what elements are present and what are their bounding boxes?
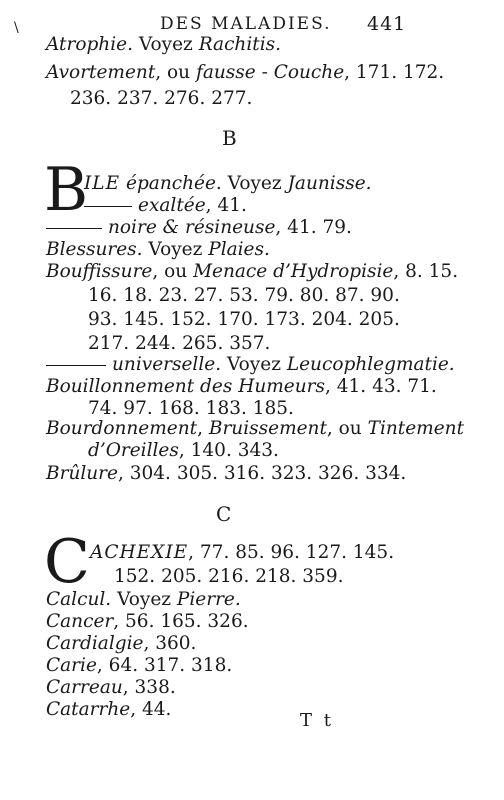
entry-term: Carie (46, 655, 97, 676)
entry-term: Avortement (46, 62, 156, 83)
entry-blessures (46, 239, 270, 261)
entry-term: Bouillonnement des Humeurs (46, 376, 325, 397)
entry-carie (46, 655, 232, 677)
entry-oreilles (88, 440, 279, 462)
entry-term: Bouffissure (46, 261, 153, 282)
entry-bouffissure-cont-3: 217. 244. 265. 357. (88, 333, 271, 354)
entry-term: Carreau (46, 677, 123, 698)
entry-text: épanchée. (126, 173, 222, 194)
entry-ref: Voyez (142, 239, 209, 260)
entry-pages: , 140. 343. (178, 440, 279, 461)
entry-cardialgie (46, 633, 196, 655)
entry-term: Cancer (46, 611, 114, 632)
signature-mark: T t (300, 710, 334, 731)
entry-pages: , 8. 15. (393, 261, 459, 282)
entry-term: ILE (84, 173, 121, 194)
entry-bile-noire (46, 217, 352, 239)
entry-bouillonnement (46, 376, 437, 398)
entry-term: Bourdonnement (46, 418, 198, 439)
dropcap-c: C (44, 527, 90, 597)
entry-term: Calcul. (46, 589, 112, 610)
margin-mark: \ (14, 20, 19, 36)
entry-bouffissure-cont-2: 93. 145. 152. 170. 173. 204. 205. (88, 309, 400, 330)
dropcap-b: B (44, 155, 89, 225)
entry-avortement (46, 62, 444, 84)
ditto-dash (84, 206, 132, 207)
section-letter-b: B (222, 126, 237, 150)
entry-term: Brûlure (46, 463, 118, 484)
entry-bile (84, 173, 372, 195)
entry-target: Rachitis. (198, 34, 281, 55)
entry-bile-exaltee (84, 195, 247, 217)
entry-pages: , 304. 305. 316. 323. 326. 334. (117, 463, 407, 484)
entry-term: ACHEXIE (90, 542, 189, 563)
entry-pages: , 44. (130, 699, 172, 720)
entry-text: fausse - Couche (195, 62, 345, 83)
entry-ref: Voyez (111, 589, 177, 610)
entry-term: Atrophie. (46, 34, 133, 55)
entry-text: d’Oreilles (88, 440, 179, 461)
entry-text: , ou (326, 418, 368, 439)
entry-pages: , 41. (205, 195, 247, 216)
entry-text: Tintement (367, 418, 465, 439)
entry-pages: , 41. 79. (275, 217, 352, 238)
entry-pages: , 56. 165. 326. (113, 611, 249, 632)
entry-term: universelle. (112, 354, 222, 375)
entry-ref: Voyez (221, 173, 288, 194)
ditto-dash (46, 228, 102, 229)
entry-pages: , 77. 85. 96. 127. 145. (188, 542, 395, 563)
entry-term: Cardialgie (46, 633, 144, 654)
entry-pages: , 41. 43. 71. (325, 376, 437, 397)
entry-atrophie (46, 34, 281, 56)
entry-ref: Voyez (132, 34, 199, 55)
entry-ref: Voyez (221, 354, 287, 375)
entry-pages: , 338. (122, 677, 176, 698)
entry-target: Plaies. (208, 239, 270, 260)
entry-term: noire & résineuse (108, 217, 276, 238)
entry-bouffissure-universelle (46, 354, 455, 376)
entry-avortement-cont: 236. 237. 276. 277. (70, 88, 253, 109)
entry-text: , ou (152, 261, 194, 282)
entry-pages: , 360. (143, 633, 197, 654)
entry-calcul (46, 589, 241, 611)
section-letter-c: C (216, 502, 232, 526)
entry-cachexie (90, 542, 394, 564)
entry-text: , (197, 418, 209, 439)
entry-text: Bruissement (208, 418, 327, 439)
entry-bouillonnement-cont: 74. 97. 168. 183. 185. (88, 398, 294, 419)
entry-text: , ou (155, 62, 196, 83)
entry-cachexie-cont: 152. 205. 216. 218. 359. (114, 566, 344, 587)
entry-term: Blessures. (46, 239, 143, 260)
ditto-dash (46, 365, 106, 366)
entry-brulure (46, 463, 406, 485)
entry-catarrhe (46, 699, 171, 721)
entry-pages: , 171. 172. (344, 62, 445, 83)
entry-target: Pierre. (176, 589, 241, 610)
running-header: DES MALADIES. (160, 14, 332, 34)
entry-target: Jaunisse. (287, 173, 372, 194)
entry-target: Leucophlegmatie. (286, 354, 455, 375)
entry-term: exaltée (138, 195, 206, 216)
entry-carreau (46, 677, 176, 699)
entry-bourdonnement (46, 418, 464, 440)
entry-cancer (46, 611, 249, 633)
entry-bouffissure-cont-1: 16. 18. 23. 27. 53. 79. 80. 87. 90. (88, 285, 400, 306)
entry-bouffissure (46, 261, 458, 283)
page-number: 441 (367, 13, 407, 35)
entry-term: Catarrhe (46, 699, 131, 720)
entry-text: Menace d’Hydropisie (193, 261, 394, 282)
entry-pages: , 64. 317. 318. (96, 655, 233, 676)
